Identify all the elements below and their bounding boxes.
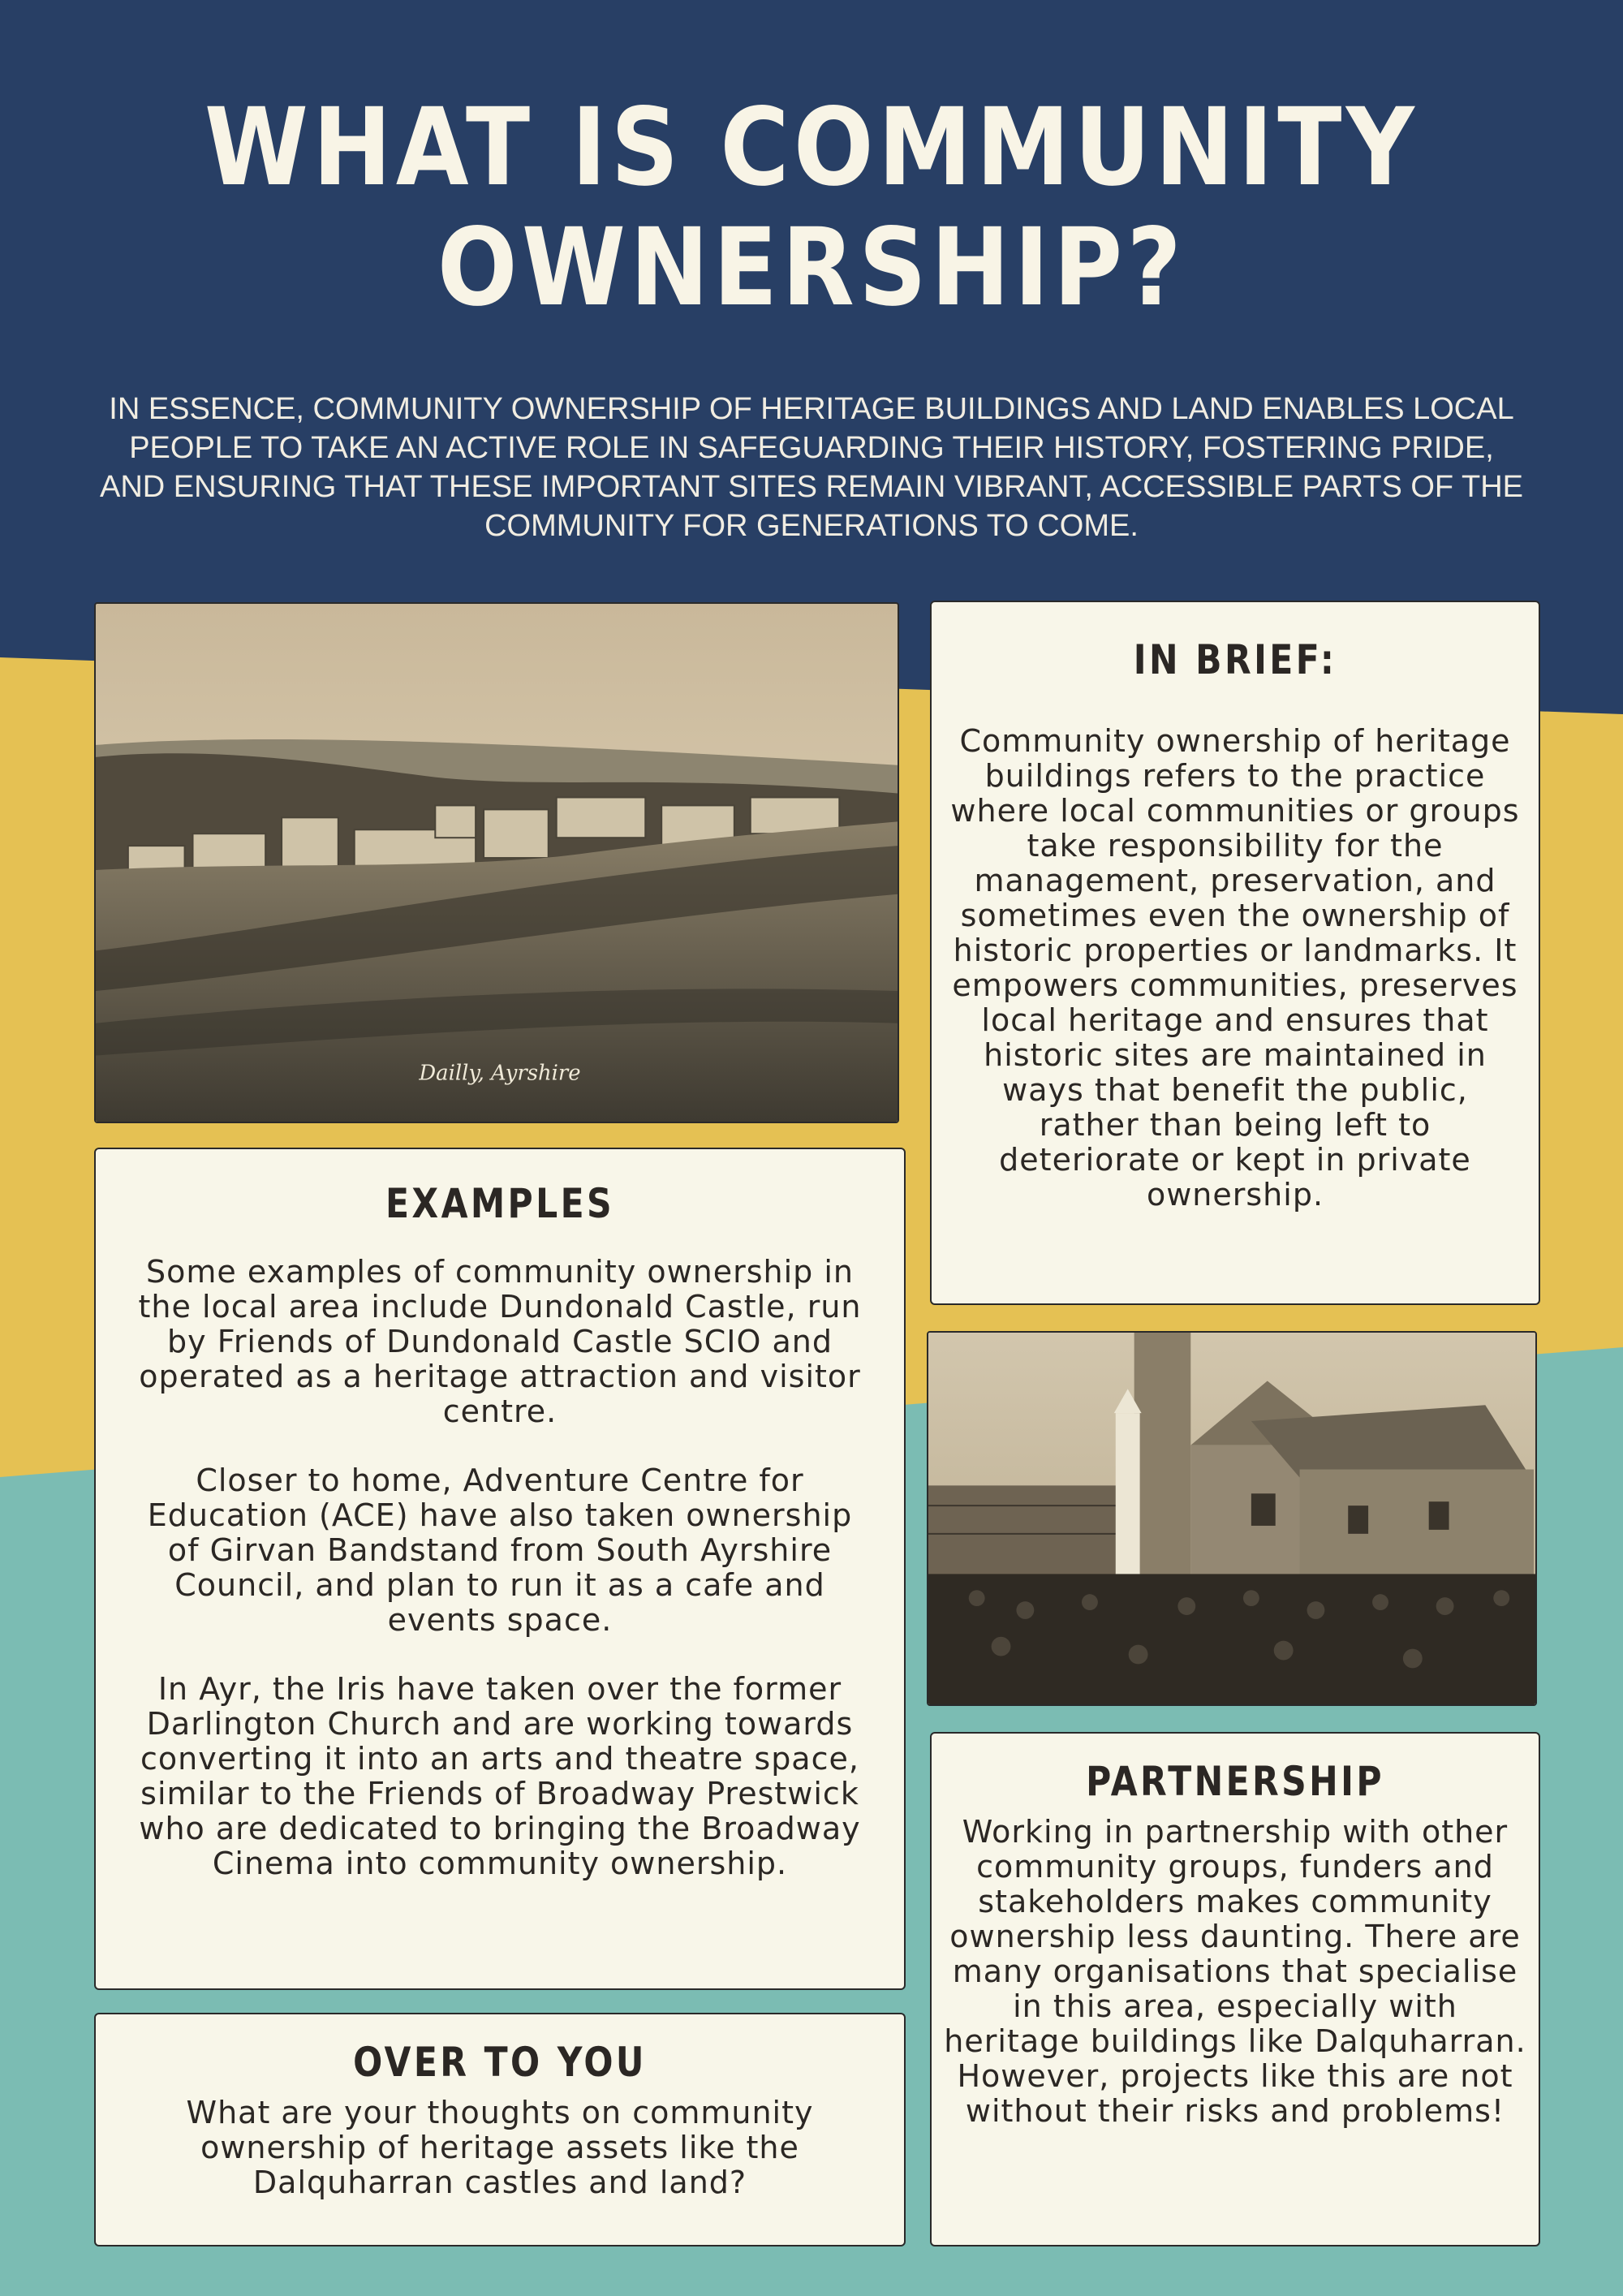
over-to-you-heading: OVER TO YOU (353, 2039, 647, 2086)
intro-text: IN ESSENCE, COMMUNITY OWNERSHIP OF HERITAGE BUILDINGS AND LAND ENABLES LOCAL PEOPLE TO TAKE AN ACTIVE ROLE IN SAFEGUARDING THEIR HISTORY, FOSTERING PRIDE, AND ENSURING THAT THESE IMPORTANT SITES REMAIN VIBRANT, ACCESSIBLE PARTS OF THE COMMUNITY FOR GENERATIONS TO COME. (100, 392, 1523, 543)
in-brief-panel (930, 601, 1540, 1305)
over-to-you-body: What are your thoughts on community ownership of heritage assets like the Dalquharran castles and land? (186, 2095, 814, 2200)
partnership-heading: PARTNERSHIP (1086, 1758, 1384, 1805)
examples-paragraph-1: Some examples of community ownership in the local area include Dundonald Castle, run by Friends of Dundonald Castle SCIO and operated as a heritage attraction and visitor centre. (138, 1254, 862, 1429)
monument-photo (927, 1331, 1537, 1706)
page-title (97, 85, 1526, 330)
page-title-line2: OWNERSHIP? (437, 205, 1186, 330)
village-photo (94, 602, 899, 1123)
page-title-line1: WHAT IS COMMUNITY (204, 85, 1419, 210)
partnership-panel (930, 1732, 1540, 2246)
in-brief-heading: IN BRIEF: (1133, 636, 1337, 683)
examples-heading: EXAMPLES (385, 1180, 615, 1227)
examples-paragraph-3: In Ayr, the Iris have taken over the former Darlington Church and are working towards converting it into an arts and theatre space, similar to the Friends of Broadway Prestwick who are dedicated to bringing the Broadway Cinema into community ownership. (139, 1671, 861, 1881)
partnership-body: Working in partnership with other community groups, funders and stakeholders makes community ownership less daunting. There are many organisations that specialise in this area, especially with heritage buildings like Dalquharran. However, projects like this are not without their risks and problems! (944, 1814, 1526, 2129)
examples-paragraph-2: Closer to home, Adventure Centre for Education (ACE) have also taken ownership of Girvan Bandstand from South Ayrshire Council, and plan to run it as a cafe and events space. (147, 1462, 853, 1638)
examples-panel (94, 1148, 906, 1990)
over-to-you-panel (94, 2013, 906, 2246)
village-caption: Dailly, Ayrshire (419, 1061, 581, 1086)
in-brief-body: Community ownership of heritage buildings refers to the practice where local communities or groups take responsibility for the management, preservation, and sometimes even the ownership of historic properties or landmarks. It empowers communities, preserves local heritage and ensures that historic sites are maintained in ways that benefit the public, rather than being left to deteriorate or kept in private ownership. (950, 723, 1520, 1213)
